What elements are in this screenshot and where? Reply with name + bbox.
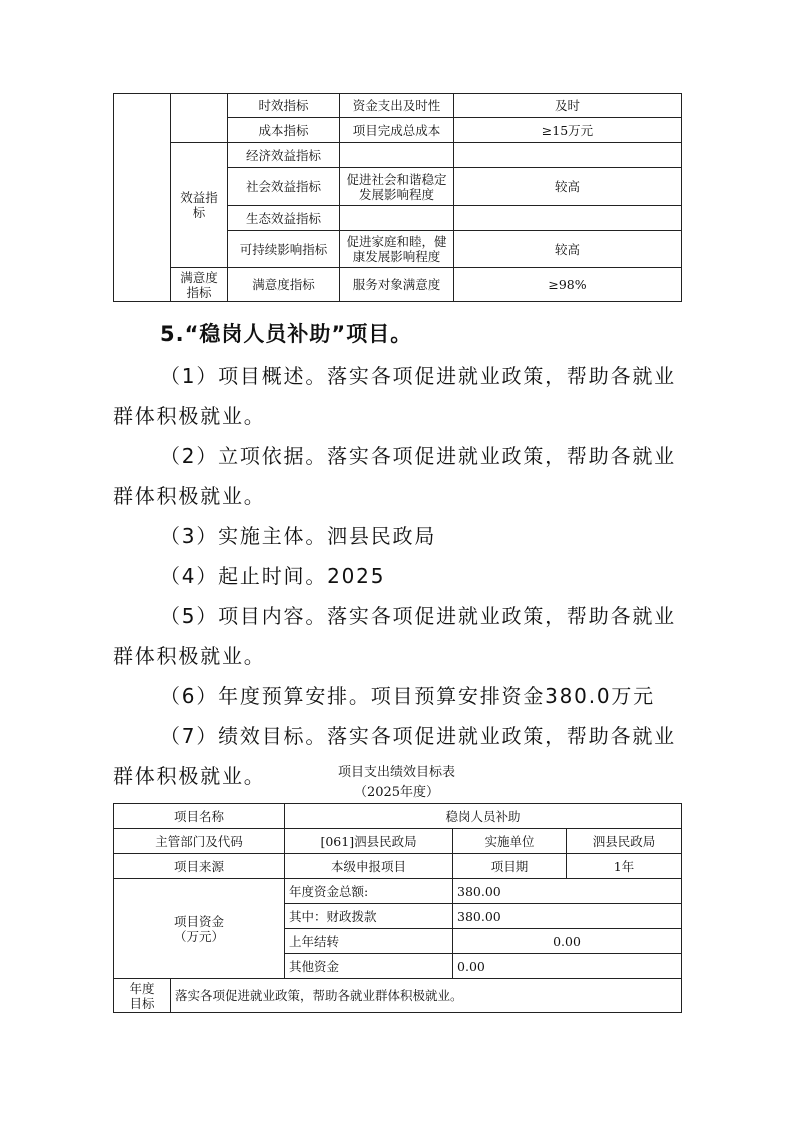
- paragraph-basis: [113, 436, 685, 516]
- paragraph-content: [113, 596, 685, 676]
- table-row: [114, 879, 682, 904]
- item-cell: 项目完成总成本: [340, 118, 454, 143]
- performance-indicator-table: [113, 93, 682, 302]
- table-caption: 项目支出绩效目标表: [337, 765, 455, 780]
- paragraph-overview: [113, 356, 685, 436]
- item-cell: 服务对象满意度: [340, 268, 454, 302]
- section-heading: 5.“稳岗人员补助”项目。: [160, 322, 413, 346]
- metric-cell: 生态效益指标: [228, 206, 340, 231]
- goal-label: [114, 979, 171, 1013]
- metric-cell: 成本指标: [228, 118, 340, 143]
- paragraph-text: （6）年度预算安排。项目预算安排资金380.0万元: [160, 684, 655, 708]
- item-cell: 资金支出及时性: [340, 94, 454, 118]
- item-cell: [340, 206, 454, 231]
- value-cell: 及时: [454, 94, 682, 118]
- funds-total-label: 年度资金总额:: [285, 879, 453, 904]
- funds-other-value: 0.00: [453, 954, 682, 979]
- funds-fiscal-label: 其中：财政拨款: [285, 904, 453, 929]
- item-cell: 促进家庭和睦，健康发展影响程度: [340, 231, 454, 268]
- paragraph-text: （4）起止时间。2025: [160, 564, 386, 588]
- impl-label: 实施单位: [453, 829, 567, 854]
- metric-cell: 经济效益指标: [228, 143, 340, 168]
- group-cell: 效益指标: [171, 143, 228, 268]
- table-row: [114, 94, 682, 118]
- funds-fiscal-value: 380.00: [453, 904, 682, 929]
- paragraph-text: （5）项目内容。落实各项促进就业政策，帮助各就业群体积极就业。: [113, 604, 676, 668]
- funds-carryover-value: 0.00: [453, 929, 682, 954]
- dept-label: 主管部门及代码: [114, 829, 285, 854]
- metric-cell: 时效指标: [228, 94, 340, 118]
- funds-carryover-label: 上年结转: [285, 929, 453, 954]
- funds-label-text: 项目资金（万元）: [173, 913, 224, 944]
- funds-other-label: 其他资金: [285, 954, 453, 979]
- value-cell: ≥15万元: [454, 118, 682, 143]
- funds-total-value: 380.00: [453, 879, 682, 904]
- goal-label-text: 年度目标: [129, 980, 155, 1011]
- source-value: 本级申报项目: [285, 854, 453, 879]
- goal-value: 落实各项促进就业政策，帮助各就业群体积极就业。: [171, 979, 682, 1013]
- period-label: 项目期: [453, 854, 567, 879]
- metric-cell: 可持续影响指标: [228, 231, 340, 268]
- group-blank-cell: [171, 94, 228, 143]
- dept-value: [061]泗县民政局: [285, 829, 453, 854]
- item-cell: 促进社会和谐稳定发展影响程度: [340, 168, 454, 206]
- paragraph-budget: [113, 676, 685, 716]
- group-cell: 满意度指标: [171, 268, 228, 302]
- value-cell: [454, 206, 682, 231]
- paragraph-text: （3）实施主体。泗县民政局: [160, 524, 437, 548]
- metric-cell: 满意度指标: [228, 268, 340, 302]
- paragraph-text: （7）绩效目标。落实各项促进就业政策，帮助各就业群体积极就业。: [113, 724, 676, 788]
- table-row: [114, 829, 682, 854]
- project-budget-table: [113, 803, 682, 1013]
- impl-value: 泗县民政局: [567, 829, 682, 854]
- metric-cell: 社会效益指标: [228, 168, 340, 206]
- paragraph-text: （2）立项依据。落实各项促进就业政策，帮助各就业群体积极就业。: [113, 444, 676, 508]
- outer-blank-cell: [114, 94, 171, 302]
- source-label: 项目来源: [114, 854, 285, 879]
- paragraph-text: （1）项目概述。落实各项促进就业政策，帮助各就业群体积极就业。: [113, 364, 676, 428]
- table-row: [114, 979, 682, 1013]
- table-row: [114, 804, 682, 829]
- table-subcaption: （2025年度）: [353, 785, 440, 800]
- project-name-value: 稳岗人员补助: [285, 804, 682, 829]
- table-row: [114, 854, 682, 879]
- paragraph-period: [113, 556, 685, 596]
- item-cell: [340, 143, 454, 168]
- table-row: [114, 143, 682, 168]
- table-row: [114, 268, 682, 302]
- value-cell: 较高: [454, 168, 682, 206]
- period-value: 1年: [567, 854, 682, 879]
- paragraph-subject: [113, 516, 685, 556]
- value-cell: ≥98%: [454, 268, 682, 302]
- funds-label: [114, 879, 285, 979]
- value-cell: 较高: [454, 231, 682, 268]
- project-name-label: 项目名称: [114, 804, 285, 829]
- value-cell: [454, 143, 682, 168]
